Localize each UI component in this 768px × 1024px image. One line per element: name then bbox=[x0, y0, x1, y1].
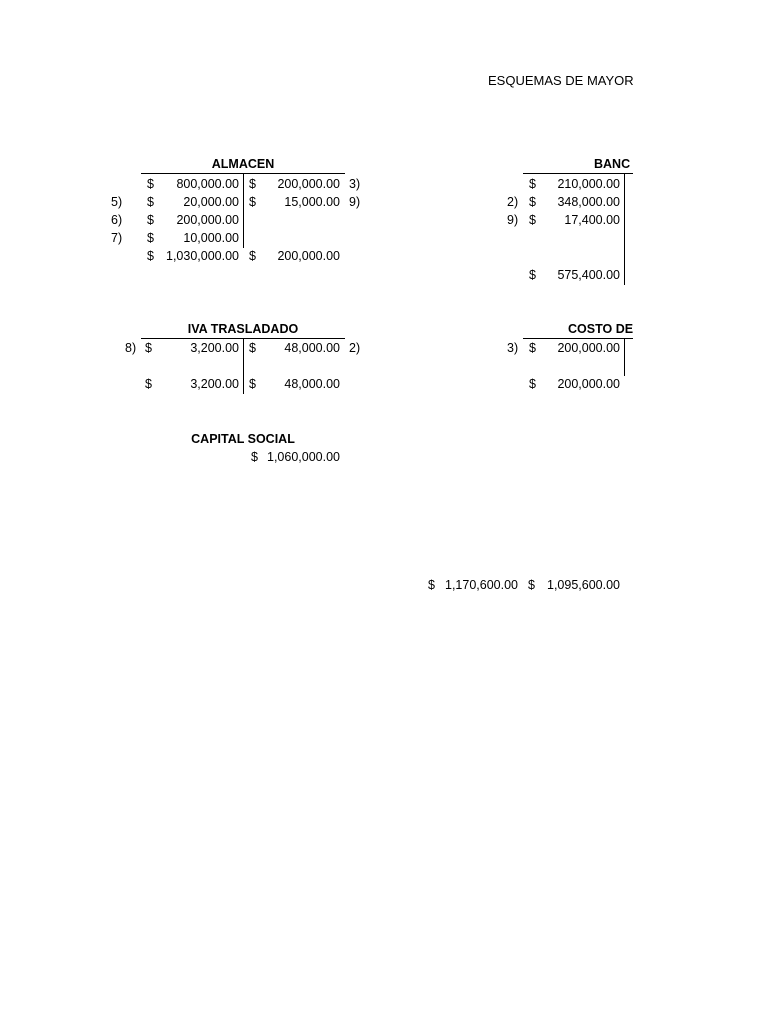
ledger-row: 9) $ 17,400.00 bbox=[507, 213, 620, 227]
account-top-rule bbox=[523, 338, 633, 339]
credit-amount: 1,060,000.00 bbox=[267, 450, 340, 464]
debit-amount: 20,000.00 bbox=[183, 195, 239, 209]
ledger-row: $ 800,000.00 $ 200,000.00 3) bbox=[147, 177, 361, 191]
debit-amount: 10,000.00 bbox=[183, 231, 239, 245]
ledger-row: 6) $ 200,000.00 bbox=[111, 213, 239, 227]
credit-amount: 15,000.00 bbox=[284, 195, 340, 209]
credit-amount: 200,000.00 bbox=[277, 177, 340, 191]
debit-amount: 200,000.00 bbox=[557, 341, 620, 355]
account-top-rule bbox=[523, 173, 633, 174]
credit-total: 48,000.00 bbox=[284, 377, 340, 391]
page-title: ESQUEMAS DE MAYOR bbox=[488, 73, 634, 88]
ledger-row: 3) $ 200,000.00 bbox=[507, 341, 620, 355]
debit-total: 200,000.00 bbox=[557, 377, 620, 391]
grand-totals-row: $ 1,170,600.00 $ 1,095,600.00 bbox=[428, 578, 620, 592]
debit-amount: 3,200.00 bbox=[190, 341, 239, 355]
credit-amount: 48,000.00 bbox=[284, 341, 340, 355]
ledger-row: 7) $ 10,000.00 bbox=[111, 231, 239, 245]
debit-total: 575,400.00 bbox=[557, 268, 620, 282]
account-title: IVA TRASLADADO bbox=[187, 322, 299, 336]
ledger-row: 5) $ 20,000.00 $ 15,000.00 9) bbox=[111, 195, 361, 209]
grand-total-debit: 1,170,600.00 bbox=[445, 578, 518, 592]
account-totals-row: $ 1,030,000.00 $ 200,000.00 bbox=[147, 249, 340, 263]
debit-amount: 200,000.00 bbox=[176, 213, 239, 227]
ledger-row: 2) $ 348,000.00 bbox=[507, 195, 620, 209]
credit-total: 200,000.00 bbox=[277, 249, 340, 263]
debit-amount: 17,400.00 bbox=[564, 213, 620, 227]
account-title: CAPITAL SOCIAL bbox=[191, 432, 295, 446]
account-title: BANC bbox=[594, 157, 631, 171]
debit-amount: 800,000.00 bbox=[176, 177, 239, 191]
ledger-row: $ 1,060,000.00 bbox=[251, 450, 340, 464]
debit-amount: 210,000.00 bbox=[557, 177, 620, 191]
account-totals-row: $ 575,400.00 bbox=[529, 268, 620, 282]
account-title: ALMACEN bbox=[211, 157, 275, 171]
debit-total: 3,200.00 bbox=[190, 377, 239, 391]
account-totals-row: $ 200,000.00 bbox=[529, 377, 620, 391]
ledger-row: 8) $ 3,200.00 $ 48,000.00 2) bbox=[125, 341, 361, 355]
debit-total: 1,030,000.00 bbox=[166, 249, 239, 263]
debit-amount: 348,000.00 bbox=[557, 195, 620, 209]
ledger-row: $ 210,000.00 bbox=[529, 177, 620, 191]
account-title: COSTO DE bbox=[568, 322, 634, 336]
account-totals-row: $ 3,200.00 $ 48,000.00 bbox=[145, 377, 340, 391]
grand-total-credit: 1,095,600.00 bbox=[547, 578, 620, 592]
